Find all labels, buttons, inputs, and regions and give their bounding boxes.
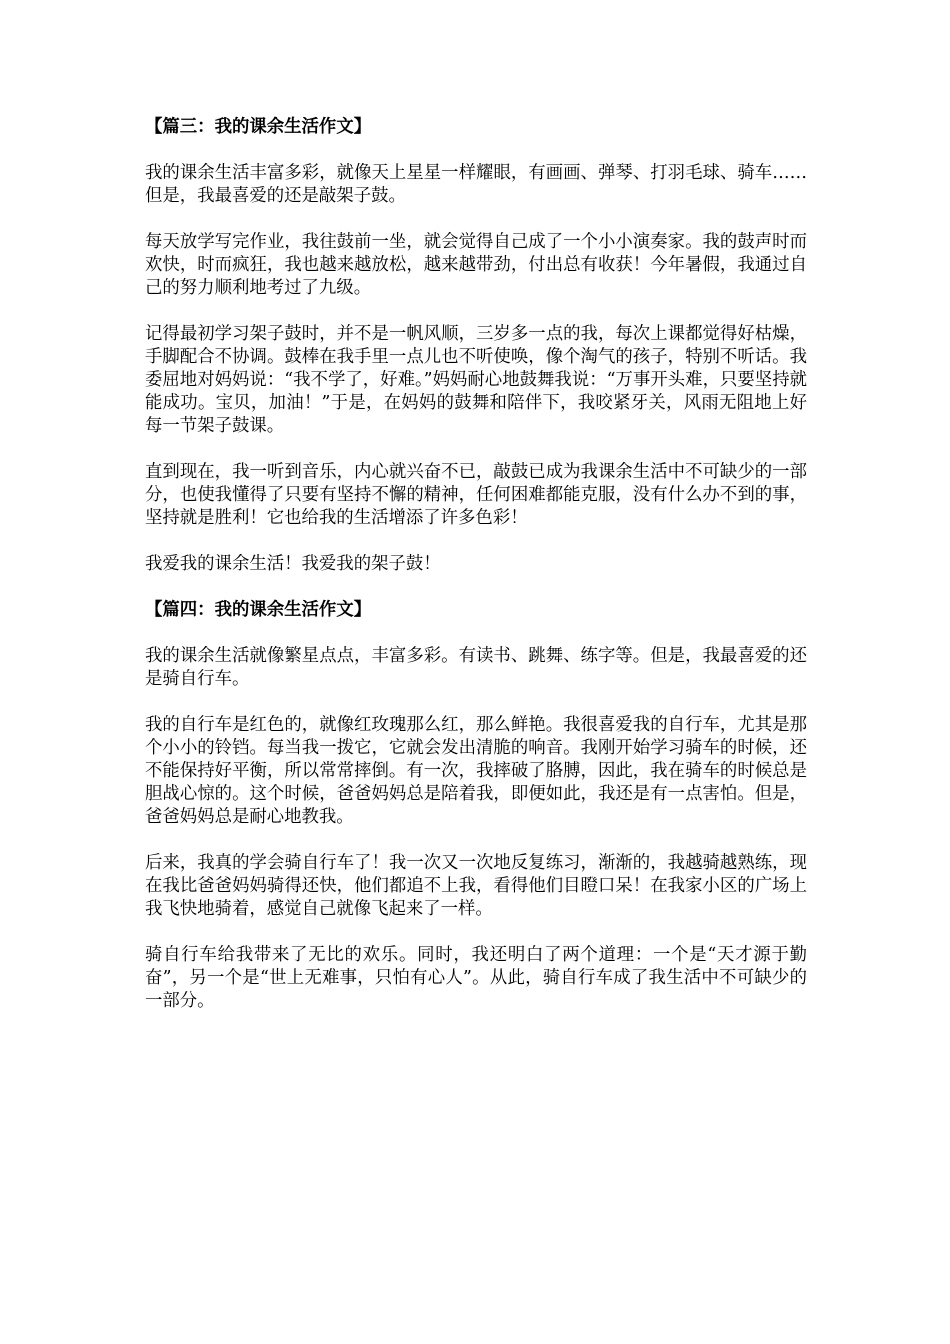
section4-paragraph-4: 骑自行车给我带来了无比的欢乐。同时，我还明白了两个道理：一个是“天才源于勤奋”，另一个是“世上无难事，只怕有心人”。从此，骑自行车成了我生活中不可缺少的一部分。 [145,945,807,1011]
document-page [145,116,807,1036]
section3-paragraph-2: 每天放学写完作业，我往鼓前一坐，就会觉得自己成了一个小小演奏家。我的鼓声时而欢快，时而疯狂，我也越来越放松，越来越带劲，付出总有收获！今年暑假，我通过自己的努力顺利地考过了九级。 [145,232,807,298]
section4-heading: 【篇四：我的课余生活作文】 [145,600,372,620]
section3-paragraph-5: 我爱我的课余生活！我爱我的架子鼓！ [145,554,441,574]
section4-paragraph-2: 我的自行车是红色的，就像红玫瑰那么红，那么鲜艳。我很喜爱我的自行车，尤其是那个小小的铃铛。每当我一拨它，它就会发出清脆的响音。我刚开始学习骑车的时候，还不能保持好平衡，所以常常摔倒。有一次，我摔破了胳膊，因此，我在骑车的时候总是胆战心惊的。这个时候，爸爸妈妈总是陪着我，即便如此，我还是有一点害怕。但是，爸爸妈妈总是耐心地教我。 [145,715,807,827]
section3-paragraph-3: 记得最初学习架子鼓时，并不是一帆风顺，三岁多一点的我，每次上课都觉得好枯燥，手脚配合不协调。鼓棒在我手里一点儿也不听使唤，像个淘气的孩子，特别不听话。我委屈地对妈妈说：“我不学了，好难。”妈妈耐心地鼓舞我说：“万事开头难，只要坚持就能成功。宝贝，加油！”于是，在妈妈的鼓舞和陪伴下，我咬紧牙关，风雨无阻地上好每一节架子鼓课。 [145,324,807,436]
section4-paragraph-1: 我的课余生活就像繁星点点，丰富多彩。有读书、跳舞、练字等。但是，我最喜爱的还是骑自行车。 [145,646,807,689]
section3-heading: 【篇三：我的课余生活作文】 [145,117,372,137]
section3-paragraph-1: 我的课余生活丰富多彩，就像天上星星一样耀眼，有画画、弹琴、打羽毛球、骑车……但是，我最喜爱的还是敲架子鼓。 [145,163,807,206]
section4-paragraph-3: 后来，我真的学会骑自行车了！我一次又一次地反复练习，渐渐的，我越骑越熟练，现在我比爸爸妈妈骑得还快，他们都追不上我，看得他们目瞪口呆！在我家小区的广场上我飞快地骑着，感觉自己就像飞起来了一样。 [145,853,807,919]
section3-paragraph-4: 直到现在，我一听到音乐，内心就兴奋不已，敲鼓已成为我课余生活中不可缺少的一部分，也使我懂得了只要有坚持不懈的精神，任何困难都能克服，没有什么办不到的事，坚持就是胜利！它也给我的生活增添了许多色彩！ [145,462,807,528]
